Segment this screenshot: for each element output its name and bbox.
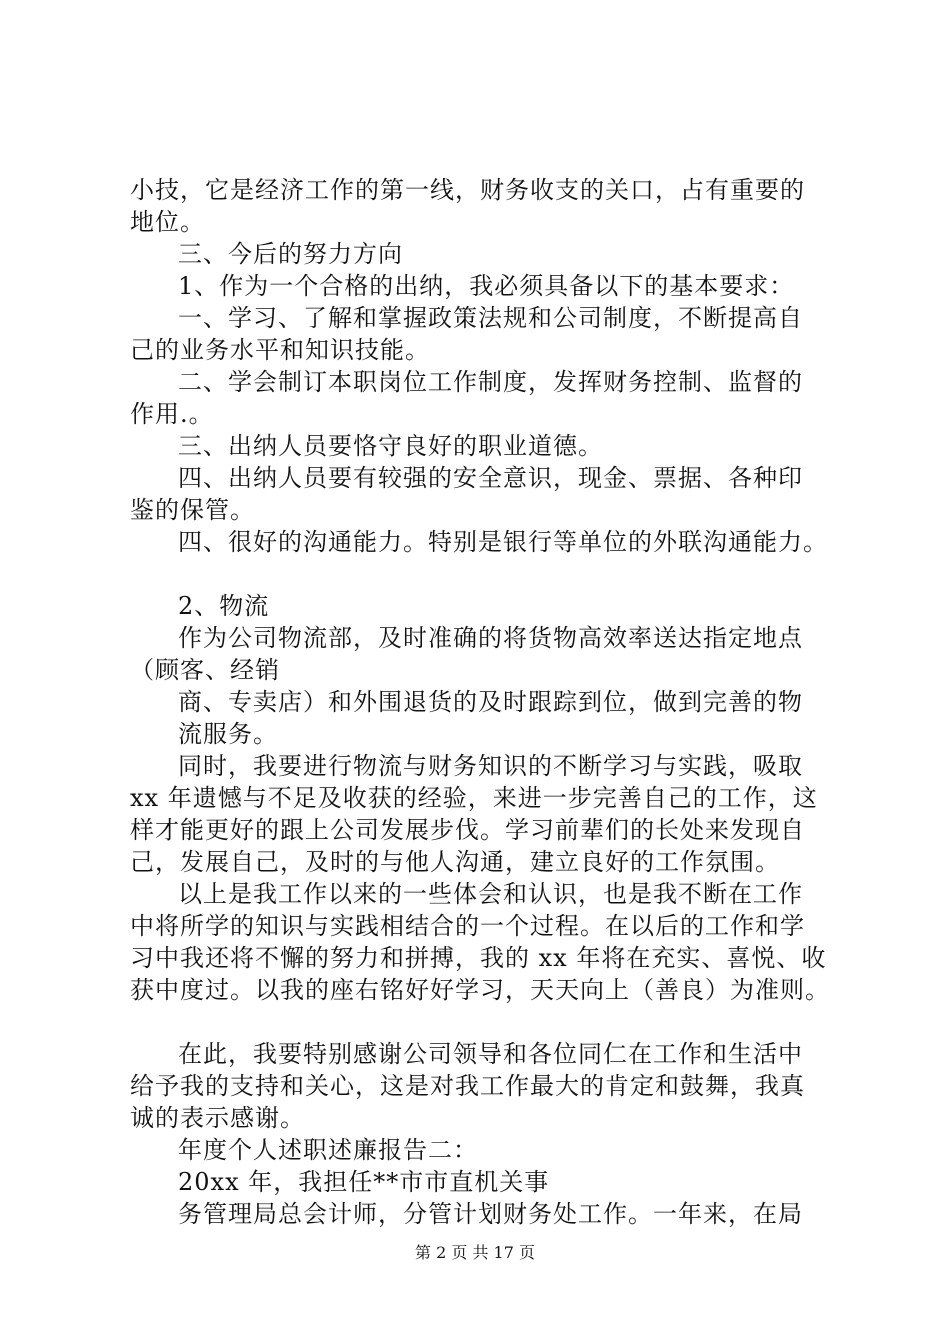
text-line: 作用.。 [130,400,214,428]
text-line: 鉴的保管。 [130,496,255,524]
text-line: 中将所学的知识与实践相结合的一个过程。在以后的工作和学 [130,912,805,940]
text-line: 己的业务水平和知识技能。 [130,336,430,364]
text-line: 作为公司物流部，及时准确的将货物高效率送达指定地点 [178,624,803,652]
text-line: xx 年遗憾与不足及收获的经验，来进一步完善自己的工作，这 [130,784,818,812]
text-line: 诚的表示感谢。 [130,1104,305,1132]
text-line: 地位。 [130,208,205,236]
text-line: 样才能更好的跟上公司发展步伐。学习前辈们的长处来发现自 [130,816,805,844]
text-line: 四、出纳人员要有较强的安全意识，现金、票据、各种印 [178,464,803,492]
text-line: （顾客、经销 [130,656,280,684]
text-line: 给予我的支持和关心，这是对我工作最大的肯定和鼓舞，我真 [130,1072,805,1100]
text-line: 1、作为一个合格的出纳，我必须具备以下的基本要求： [178,272,795,300]
section-heading: 2、物流 [178,592,270,620]
text-line: 在此，我要特别感谢公司领导和各位同仁在工作和生活中 [178,1040,803,1068]
text-line: 小技，它是经济工作的第一线，财务收支的关口，占有重要的 [130,176,805,204]
text-line: 一、学习、了解和掌握政策法规和公司制度，不断提高自 [178,304,803,332]
page-number-footer: 第 2 页 共 17 页 [415,1243,535,1262]
text-line: 20xx 年，我担任**市市直机关事 [178,1168,550,1196]
text-line: 二、学会制订本职岗位工作制度，发挥财务控制、监督的 [178,368,803,396]
text-line: 同时，我要进行物流与财务知识的不断学习与实践，吸取 [178,752,803,780]
text-line: 四、很好的沟通能力。特别是银行等单位的外联沟通能力。 [178,528,828,556]
text-line: 三、出纳人员要恪守良好的职业道德。 [178,432,603,460]
text-line: 商、专卖店）和外围退货的及时跟踪到位，做到完善的物 [178,688,803,716]
section-heading: 年度个人述职述廉报告二： [178,1136,478,1164]
text-line: 务管理局总会计师，分管计划财务处工作。一年来，在局 [178,1200,803,1228]
section-heading: 三、今后的努力方向 [178,240,403,268]
text-line: 习中我还将不懈的努力和拼搏，我的 xx 年将在充实、喜悦、收 [130,944,827,972]
text-line: 流服务。 [178,720,278,748]
text-line: 获中度过。以我的座右铭好好学习，天天向上（善良）为准则。 [130,976,830,1004]
text-line: 己，发展自己，及时的与他人沟通，建立良好的工作氛围。 [130,848,780,876]
text-line: 以上是我工作以来的一些体会和认识，也是我不断在工作 [178,880,803,908]
